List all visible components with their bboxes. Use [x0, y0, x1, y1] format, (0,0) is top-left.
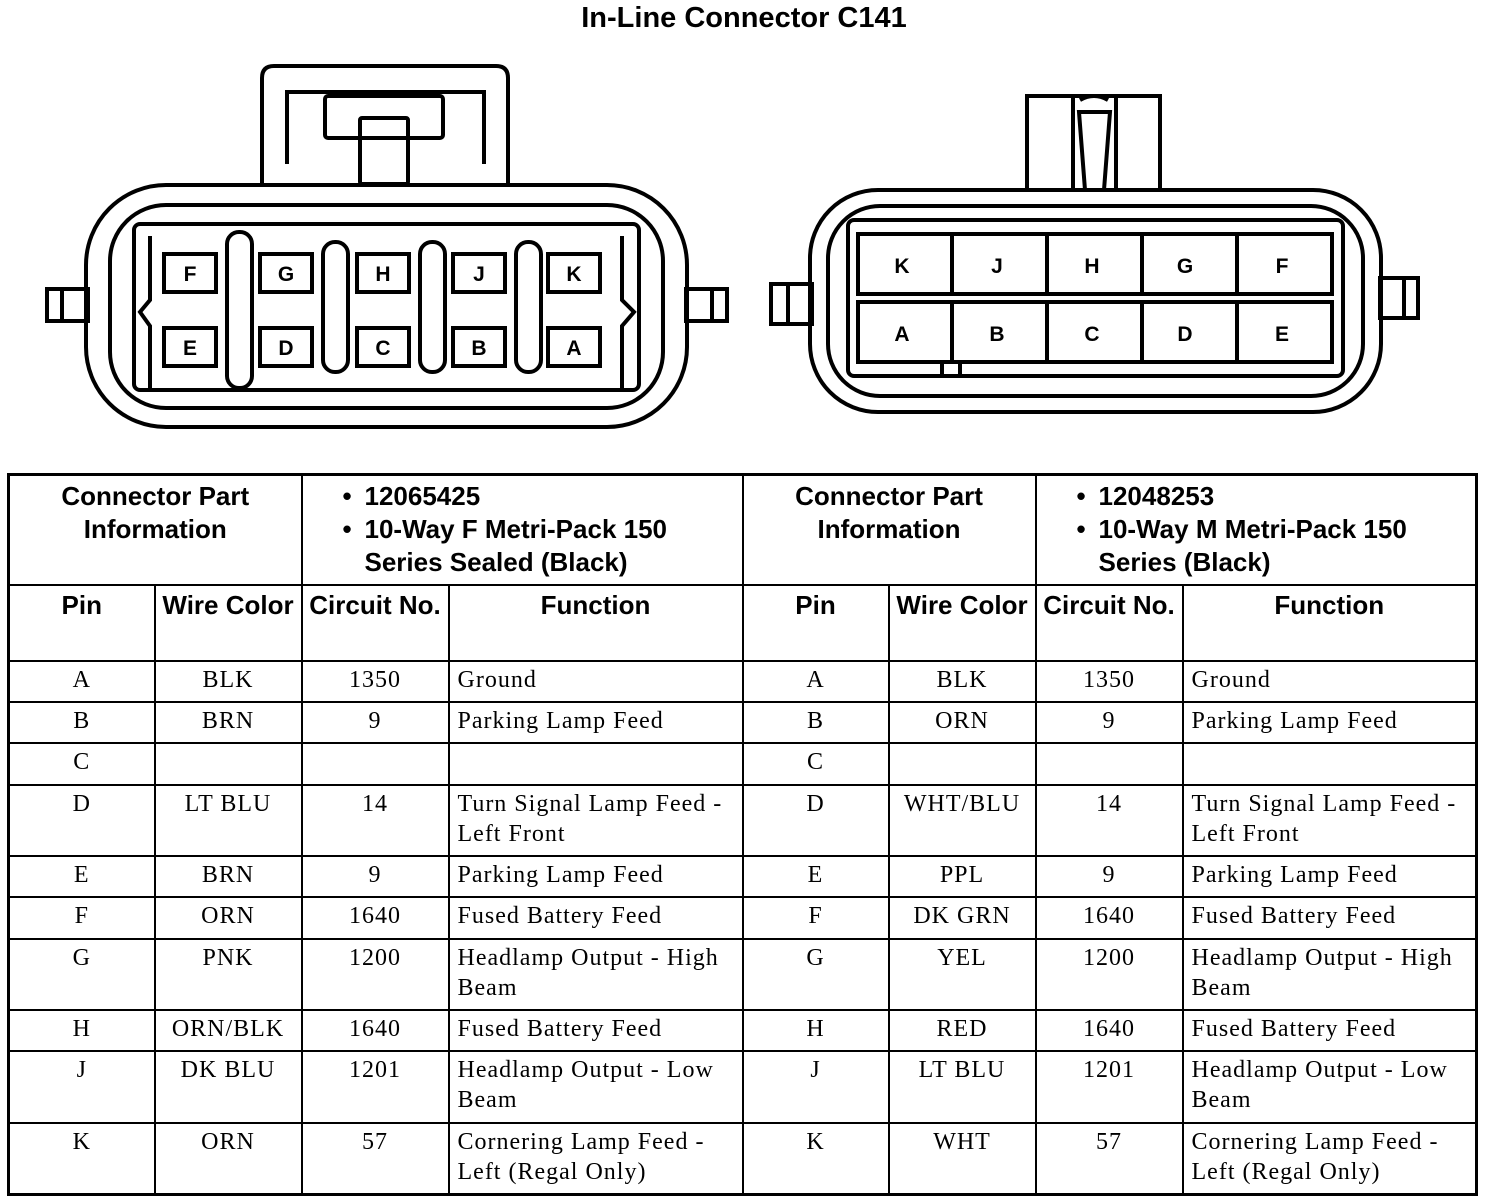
function-cell: Turn Signal Lamp Feed - Left Front: [1183, 785, 1477, 856]
pin-label: K: [566, 263, 582, 286]
pin-label: K: [894, 255, 910, 278]
part-number: • 12065425: [343, 480, 742, 513]
pinout-table: [7, 473, 1478, 1196]
pin-label: J: [991, 255, 1003, 278]
pin-label: J: [473, 263, 485, 286]
function-cell: Parking Lamp Feed: [1183, 856, 1477, 897]
circuit-cell: 1200: [302, 939, 449, 1010]
function-cell: Fused Battery Feed: [449, 897, 743, 938]
pin-cell: D: [9, 785, 155, 856]
pin-cell: J: [743, 1051, 889, 1122]
circuit-cell: 1350: [1036, 661, 1183, 702]
pin-cell: C: [743, 743, 889, 784]
circuit-cell: 9: [302, 856, 449, 897]
column-header-wire-color: Wire Color: [155, 585, 302, 661]
pin-cell: A: [743, 661, 889, 702]
circuit-cell: 57: [302, 1123, 449, 1195]
pin-label: D: [1177, 323, 1193, 346]
wire-color-cell: DK BLU: [155, 1051, 302, 1122]
circuit-cell: 57: [1036, 1123, 1183, 1195]
function-cell: [1183, 743, 1477, 784]
pin-cell: K: [743, 1123, 889, 1195]
column-header-row: [9, 585, 1477, 661]
wire-color-cell: WHT: [889, 1123, 1036, 1195]
circuit-cell: 9: [1036, 856, 1183, 897]
function-cell: Ground: [449, 661, 743, 702]
circuit-cell: 1640: [1036, 897, 1183, 938]
column-header-function: Function: [1183, 585, 1477, 661]
function-cell: Ground: [1183, 661, 1477, 702]
pin-label: E: [182, 337, 198, 360]
pin-label: B: [989, 323, 1005, 346]
wire-color-cell: [889, 743, 1036, 784]
pin-label: H: [375, 263, 391, 286]
column-header-pin: Pin: [9, 585, 155, 661]
function-cell: Headlamp Output - High Beam: [449, 939, 743, 1010]
circuit-cell: 1640: [302, 897, 449, 938]
circuit-cell: 14: [1036, 785, 1183, 856]
part-info-values: [302, 475, 743, 586]
pin-label: B: [471, 337, 487, 360]
circuit-cell: 14: [302, 785, 449, 856]
function-cell: Parking Lamp Feed: [1183, 702, 1477, 743]
function-cell: Fused Battery Feed: [1183, 897, 1477, 938]
wire-color-cell: ORN: [889, 702, 1036, 743]
table-row: [9, 1051, 1477, 1122]
wire-color-cell: ORN: [155, 1123, 302, 1195]
column-header-circuit: Circuit No.: [1036, 585, 1183, 661]
pin-cell: E: [743, 856, 889, 897]
column-header-circuit: Circuit No.: [302, 585, 449, 661]
pin-cell: H: [743, 1010, 889, 1051]
diagram-title: In-Line Connector C141: [581, 2, 907, 34]
part-info-label: Connector Part Information: [743, 475, 1036, 586]
wire-color-cell: PPL: [889, 856, 1036, 897]
pin-cell: H: [9, 1010, 155, 1051]
table-row: [9, 856, 1477, 897]
circuit-cell: 1640: [1036, 1010, 1183, 1051]
pin-cell: B: [9, 702, 155, 743]
table-row: [9, 743, 1477, 784]
function-cell: Headlamp Output - Low Beam: [449, 1051, 743, 1122]
circuit-cell: [1036, 743, 1183, 784]
function-cell: Parking Lamp Feed: [449, 702, 743, 743]
table-row: [9, 1123, 1477, 1195]
wire-color-cell: YEL: [889, 939, 1036, 1010]
part-number: • 12048253: [1077, 480, 1476, 513]
pin-cell: F: [9, 897, 155, 938]
function-cell: Turn Signal Lamp Feed - Left Front: [449, 785, 743, 856]
table-row: [9, 702, 1477, 743]
part-description: • 10-Way M Metri-Pack 150 Series (Black): [1077, 513, 1476, 579]
wire-color-cell: WHT/BLU: [889, 785, 1036, 856]
wire-color-cell: PNK: [155, 939, 302, 1010]
pin-label: A: [566, 337, 582, 360]
pin-label: G: [277, 263, 295, 286]
male-connector-drawing: [771, 96, 1418, 412]
table-row: [9, 897, 1477, 938]
pin-cell: J: [9, 1051, 155, 1122]
pin-cell: G: [9, 939, 155, 1010]
table-row: [9, 1010, 1477, 1051]
pin-label: D: [278, 337, 294, 360]
wire-color-cell: DK GRN: [889, 897, 1036, 938]
pin-cell: F: [743, 897, 889, 938]
wire-color-cell: LT BLU: [889, 1051, 1036, 1122]
pin-cell: E: [9, 856, 155, 897]
pin-cell: B: [743, 702, 889, 743]
function-cell: Cornering Lamp Feed - Left (Regal Only): [449, 1123, 743, 1195]
connector-diagrams: [0, 0, 1488, 470]
part-info-row: [9, 475, 1477, 586]
circuit-cell: 1201: [1036, 1051, 1183, 1122]
circuit-cell: 1350: [302, 661, 449, 702]
part-description: • 10-Way F Metri-Pack 150 Series Sealed (Black): [343, 513, 742, 579]
function-cell: Cornering Lamp Feed - Left (Regal Only): [1183, 1123, 1477, 1195]
wire-color-cell: BLK: [889, 661, 1036, 702]
pin-label: H: [1084, 255, 1100, 278]
pin-cell: D: [743, 785, 889, 856]
pin-cell: A: [9, 661, 155, 702]
pin-label: F: [183, 263, 197, 286]
circuit-cell: 1200: [1036, 939, 1183, 1010]
pin-cell: C: [9, 743, 155, 784]
wire-color-cell: BLK: [155, 661, 302, 702]
column-header-function: Function: [449, 585, 743, 661]
female-connector-drawing: [47, 66, 727, 427]
pin-label: F: [1275, 255, 1289, 278]
pin-label: G: [1176, 255, 1194, 278]
pin-cell: G: [743, 939, 889, 1010]
wire-color-cell: ORN: [155, 897, 302, 938]
pin-label: C: [375, 337, 391, 360]
wire-color-cell: [155, 743, 302, 784]
part-info-values: [1036, 475, 1477, 586]
function-cell: Fused Battery Feed: [1183, 1010, 1477, 1051]
pin-label: E: [1274, 323, 1290, 346]
wire-color-cell: RED: [889, 1010, 1036, 1051]
wire-color-cell: BRN: [155, 702, 302, 743]
part-info-label: Connector Part Information: [9, 475, 302, 586]
table-row: [9, 661, 1477, 702]
function-cell: Headlamp Output - High Beam: [1183, 939, 1477, 1010]
circuit-cell: 1201: [302, 1051, 449, 1122]
wire-color-cell: ORN/BLK: [155, 1010, 302, 1051]
circuit-cell: 1640: [302, 1010, 449, 1051]
pin-label: A: [894, 323, 910, 346]
column-header-pin: Pin: [743, 585, 889, 661]
circuit-cell: 9: [302, 702, 449, 743]
function-cell: Parking Lamp Feed: [449, 856, 743, 897]
wire-color-cell: BRN: [155, 856, 302, 897]
pin-cell: K: [9, 1123, 155, 1195]
pinout-rows: [9, 661, 1477, 1195]
pin-label: C: [1084, 323, 1100, 346]
function-cell: Headlamp Output - Low Beam: [1183, 1051, 1477, 1122]
column-header-wire-color: Wire Color: [889, 585, 1036, 661]
female-pin-labels: [183, 263, 582, 360]
circuit-cell: 9: [1036, 702, 1183, 743]
function-cell: Fused Battery Feed: [449, 1010, 743, 1051]
function-cell: [449, 743, 743, 784]
circuit-cell: [302, 743, 449, 784]
table-row: [9, 785, 1477, 856]
wire-color-cell: LT BLU: [155, 785, 302, 856]
table-row: [9, 939, 1477, 1010]
